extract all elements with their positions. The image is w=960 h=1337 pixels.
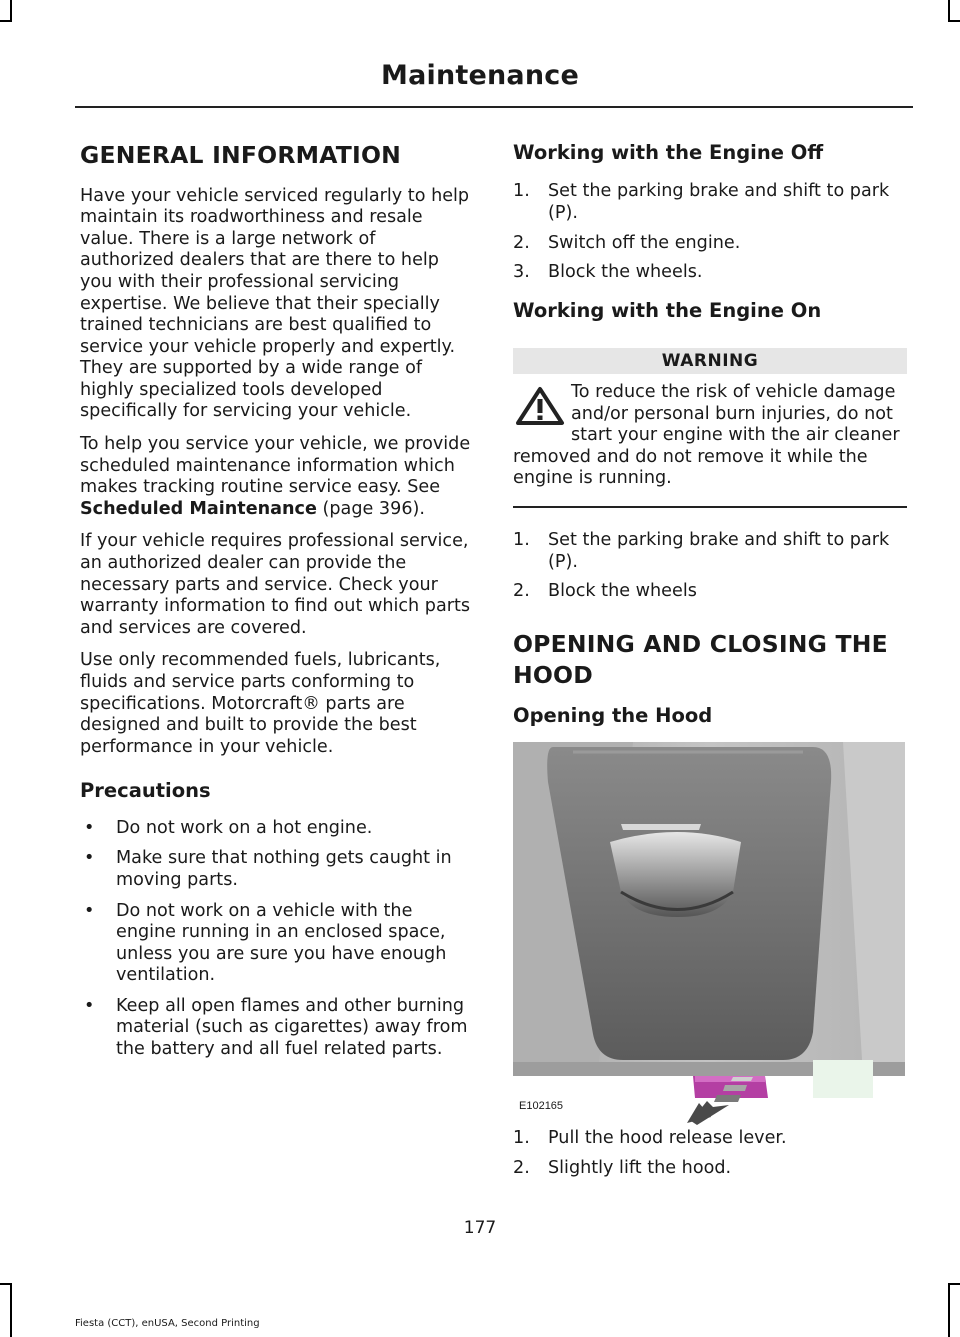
crop-mark [0,20,12,22]
scheduled-maintenance-link[interactable]: Scheduled Maintenance [80,498,317,519]
crop-mark [0,1283,12,1285]
left-column [80,140,474,1070]
right-column [513,140,907,1193]
list-item: • Do not work on a hot engine. [84,817,373,838]
warning-rule [513,506,907,508]
engine-off-heading: Working with the Engine Off [513,141,824,164]
list-item: • Keep all open flames and other burning material (such as cigarettes) away from the battery and all fuel related parts. [84,995,468,1060]
warning-box [513,382,907,490]
list-item: 1. Set the parking brake and shift to park (P). [513,181,890,223]
crop-mark [948,0,950,22]
general-paragraph-3: If your vehicle requires professional service, an authorized dealer can provide the necessary parts and service. Check your warranty information to find out which parts and services are covered. [80,531,471,638]
warning-header: WARNING [513,348,907,374]
hood-heading: OPENING AND CLOSING THE HOOD [513,629,888,689]
bullet: • [84,848,95,869]
page-number: 177 [463,1218,497,1238]
list-item: 2. Block the wheels [513,581,697,602]
bullet: • [84,817,95,838]
general-information-heading: GENERAL INFORMATION [80,141,402,169]
warning-text: To reduce the risk of vehicle damage and/or personal burn injuries, do not start your engine with the air cleaner removed and do not remove it while the engine is running. [513,382,900,489]
precautions-list [80,818,474,1061]
engine-on-heading: Working with the Engine On [513,298,822,322]
para2-text: To help you service your vehicle, we provide scheduled maintenance information which makes tracking routine service easy. See [80,434,471,498]
crop-mark [948,1283,950,1337]
section-title: Maintenance [381,60,579,91]
pull-arrow-icon [685,1075,755,1129]
list-item: 2. Switch off the engine. [513,232,741,253]
hood-steps [513,1128,907,1179]
bullet: • [84,900,95,921]
hood-release-figure [513,742,905,1114]
opening-hood-heading: Opening the Hood [513,703,713,727]
general-paragraph-1: Have your vehicle serviced regularly to help maintain its roadworthiness and resale value. There is a large network of authorized dealers that are there to help you with their professional servicing expertise. We believe that their specially trained technicians are best qualified to service your vehicle properly and expertly. They are supported by a wide range of highly specialized tools developed specifically for servicing your vehicle. [80,185,470,422]
general-paragraph-2 [80,434,474,520]
footer-text: Fiesta (CCT), enUSA, Second Printing [75,1318,260,1329]
engine-off-steps [513,181,907,283]
bullet: • [84,995,95,1016]
crop-mark [10,0,12,22]
crop-mark [948,1283,960,1285]
crop-mark [948,20,960,22]
general-paragraph-4: Use only recommended fuels, lubricants, fluids and service parts conforming to specifications. Motorcraft® parts are designed and built to provide the best performance in your vehicle. [80,650,441,757]
list-item: 2. Slightly lift the hood. [513,1157,732,1178]
list-item: 1. Set the parking brake and shift to park (P). [513,530,890,572]
precautions-heading: Precautions [80,779,211,803]
list-item: 1. Pull the hood release lever. [513,1128,787,1149]
warning-triangle-icon [515,386,565,426]
para2-page-ref: (page 396). [316,498,425,519]
list-item: • Make sure that nothing gets caught in moving parts. [84,848,452,890]
list-item: 3. Block the wheels. [513,262,703,283]
crop-mark [10,1283,12,1337]
hood-release-illustration [513,742,905,1114]
figure-id: E102165 [519,1100,564,1113]
list-item: • Do not work on a vehicle with the engine running in an enclosed space, unless you are sure you have enough ventilation. [84,900,447,986]
engine-on-steps [513,530,907,603]
header-rule [75,106,913,108]
